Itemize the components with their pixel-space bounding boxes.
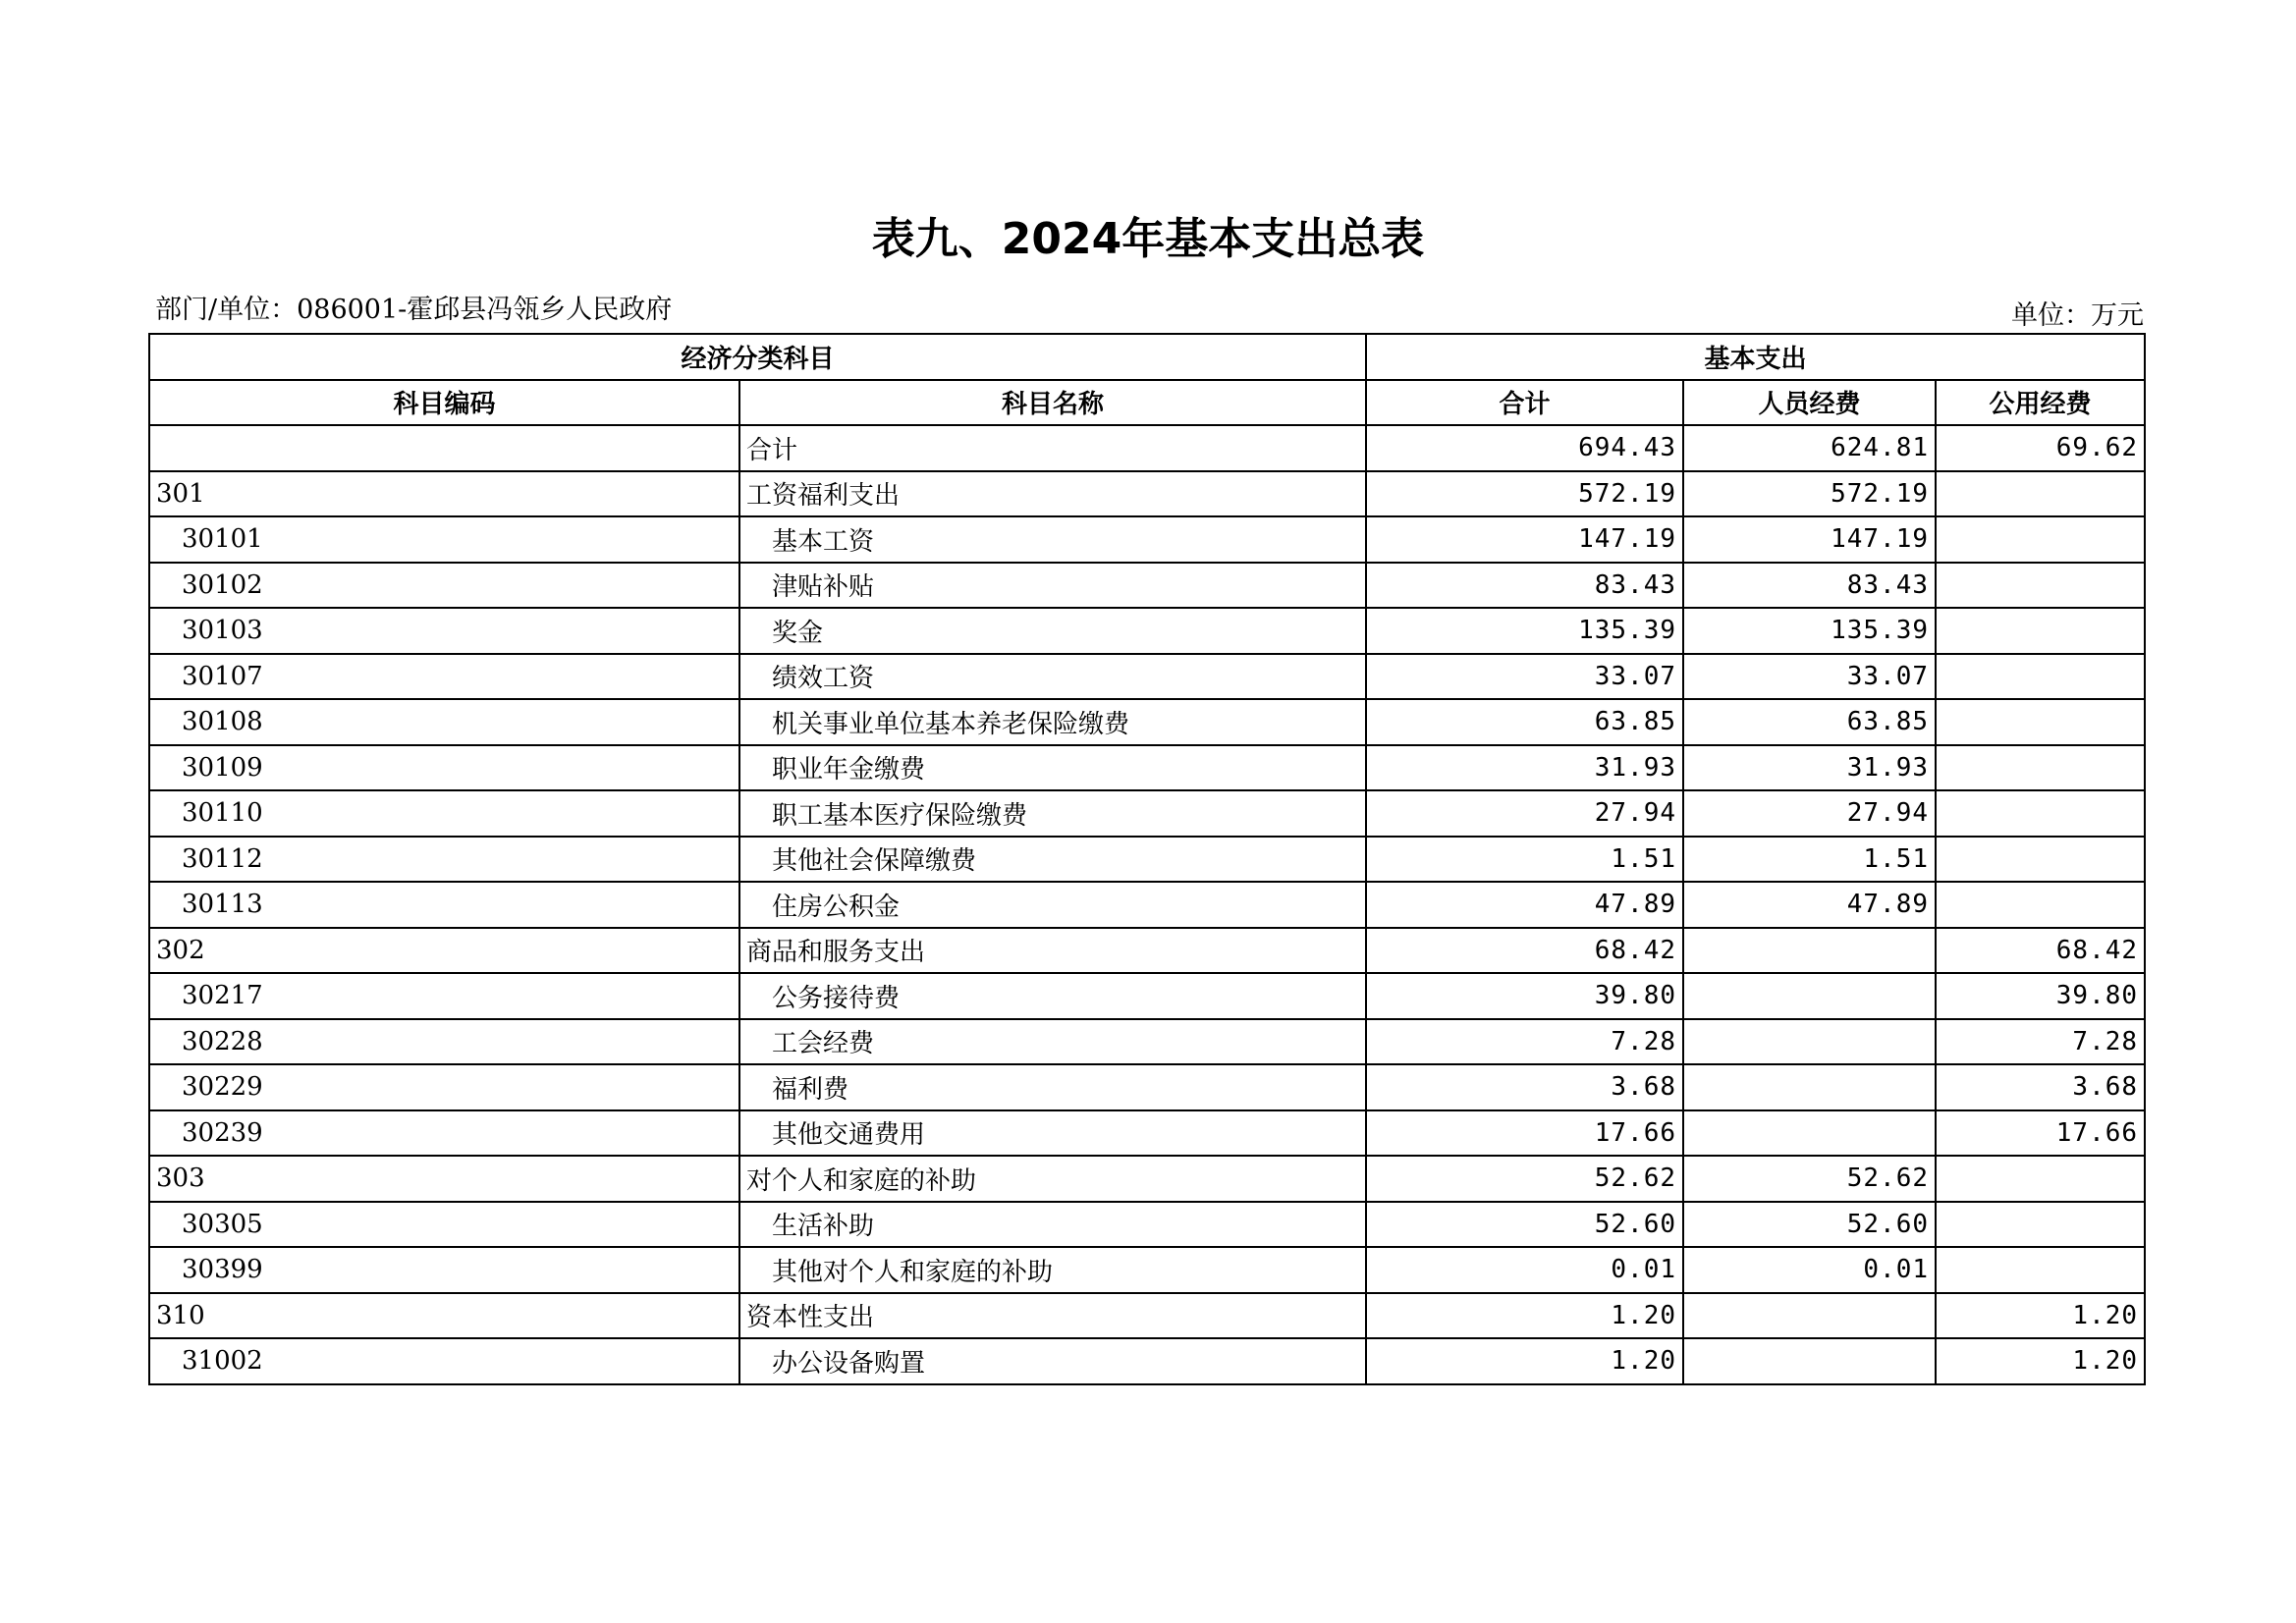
cell-total: 1.20 (1366, 1293, 1683, 1339)
cell-total: 63.85 (1366, 699, 1683, 745)
cell-total: 31.93 (1366, 745, 1683, 791)
cell-name: 对个人和家庭的补助 (739, 1156, 1366, 1202)
cell-name: 住房公积金 (739, 882, 1366, 928)
cell-public: 68.42 (1936, 928, 2145, 974)
cell-public (1936, 699, 2145, 745)
cell-public: 3.68 (1936, 1064, 2145, 1110)
cell-code: 30228 (149, 1019, 739, 1065)
header-public: 公用经费 (1936, 380, 2145, 426)
table-row (149, 1064, 2145, 1110)
header-row-group (149, 334, 2145, 380)
table-row (149, 699, 2145, 745)
cell-name: 工会经费 (739, 1019, 1366, 1065)
cell-name: 商品和服务支出 (739, 928, 1366, 974)
cell-total: 0.01 (1366, 1247, 1683, 1293)
cell-public (1936, 654, 2145, 700)
cell-personnel: 52.62 (1683, 1156, 1936, 1202)
cell-name: 资本性支出 (739, 1293, 1366, 1339)
cell-public (1936, 1156, 2145, 1202)
cell-total: 694.43 (1366, 425, 1683, 471)
cell-personnel (1683, 1338, 1936, 1384)
cell-name: 职业年金缴费 (739, 745, 1366, 791)
cell-name: 合计 (739, 425, 1366, 471)
cell-personnel: 83.43 (1683, 563, 1936, 609)
table-row (149, 1293, 2145, 1339)
cell-name: 机关事业单位基本养老保险缴费 (739, 699, 1366, 745)
cell-code: 30239 (149, 1110, 739, 1157)
cell-personnel (1683, 973, 1936, 1019)
cell-total: 1.51 (1366, 837, 1683, 883)
cell-code: 30229 (149, 1064, 739, 1110)
cell-code: 301 (149, 471, 739, 517)
cell-total: 3.68 (1366, 1064, 1683, 1110)
cell-code: 30399 (149, 1247, 739, 1293)
table-row (149, 563, 2145, 609)
cell-personnel: 31.93 (1683, 745, 1936, 791)
cell-public (1936, 790, 2145, 837)
table-row (149, 1247, 2145, 1293)
cell-name: 其他社会保障缴费 (739, 837, 1366, 883)
table-row (149, 1110, 2145, 1157)
cell-total: 147.19 (1366, 516, 1683, 563)
cell-name: 津贴补贴 (739, 563, 1366, 609)
table-row (149, 837, 2145, 883)
header-name: 科目名称 (739, 380, 1366, 426)
header-basic-expenditure: 基本支出 (1366, 334, 2145, 380)
cell-total: 39.80 (1366, 973, 1683, 1019)
header-personnel: 人员经费 (1683, 380, 1936, 426)
table-row (149, 1156, 2145, 1202)
cell-name: 其他交通费用 (739, 1110, 1366, 1157)
cell-personnel: 47.89 (1683, 882, 1936, 928)
cell-personnel: 27.94 (1683, 790, 1936, 837)
cell-code: 30109 (149, 745, 739, 791)
cell-total: 33.07 (1366, 654, 1683, 700)
cell-code: 30107 (149, 654, 739, 700)
cell-name: 办公设备购置 (739, 1338, 1366, 1384)
cell-personnel: 52.60 (1683, 1202, 1936, 1248)
cell-personnel: 1.51 (1683, 837, 1936, 883)
cell-public (1936, 1202, 2145, 1248)
cell-name: 奖金 (739, 608, 1366, 654)
table-row (149, 1019, 2145, 1065)
table-row (149, 790, 2145, 837)
table-row (149, 1338, 2145, 1384)
cell-name: 基本工资 (739, 516, 1366, 563)
table-row (149, 928, 2145, 974)
cell-total: 135.39 (1366, 608, 1683, 654)
cell-code: 30113 (149, 882, 739, 928)
cell-personnel (1683, 928, 1936, 974)
table-body (149, 425, 2145, 1384)
cell-personnel: 147.19 (1683, 516, 1936, 563)
cell-total: 17.66 (1366, 1110, 1683, 1157)
cell-public: 1.20 (1936, 1293, 2145, 1339)
cell-name: 其他对个人和家庭的补助 (739, 1247, 1366, 1293)
cell-name: 生活补助 (739, 1202, 1366, 1248)
cell-public (1936, 882, 2145, 928)
cell-personnel (1683, 1019, 1936, 1065)
header-total: 合计 (1366, 380, 1683, 426)
cell-public (1936, 563, 2145, 609)
table-row (149, 1202, 2145, 1248)
expenditure-table (148, 333, 2146, 1385)
cell-code: 30305 (149, 1202, 739, 1248)
cell-name: 工资福利支出 (739, 471, 1366, 517)
cell-name: 公务接待费 (739, 973, 1366, 1019)
cell-public: 69.62 (1936, 425, 2145, 471)
cell-code: 30101 (149, 516, 739, 563)
header-economic-category: 经济分类科目 (149, 334, 1366, 380)
cell-public: 1.20 (1936, 1338, 2145, 1384)
cell-code: 303 (149, 1156, 739, 1202)
cell-name: 福利费 (739, 1064, 1366, 1110)
table-row (149, 745, 2145, 791)
cell-code: 30103 (149, 608, 739, 654)
department-label: 部门/单位：086001-霍邱县冯瓴乡人民政府 (155, 295, 673, 325)
cell-code: 30112 (149, 837, 739, 883)
cell-name: 职工基本医疗保险缴费 (739, 790, 1366, 837)
header-row-columns (149, 380, 2145, 426)
cell-personnel (1683, 1293, 1936, 1339)
unit-label: 单位：万元 (2011, 300, 2144, 331)
cell-code: 310 (149, 1293, 739, 1339)
table-row (149, 882, 2145, 928)
cell-total: 47.89 (1366, 882, 1683, 928)
cell-total: 68.42 (1366, 928, 1683, 974)
cell-code: 30102 (149, 563, 739, 609)
cell-personnel (1683, 1064, 1936, 1110)
header-code: 科目编码 (149, 380, 739, 426)
cell-public: 39.80 (1936, 973, 2145, 1019)
cell-name: 绩效工资 (739, 654, 1366, 700)
table-row (149, 654, 2145, 700)
cell-code (149, 425, 739, 471)
cell-total: 27.94 (1366, 790, 1683, 837)
cell-personnel: 135.39 (1683, 608, 1936, 654)
cell-total: 83.43 (1366, 563, 1683, 609)
cell-total: 572.19 (1366, 471, 1683, 517)
cell-public (1936, 837, 2145, 883)
cell-code: 30110 (149, 790, 739, 837)
cell-public (1936, 1247, 2145, 1293)
cell-code: 30217 (149, 973, 739, 1019)
cell-total: 7.28 (1366, 1019, 1683, 1065)
table-header (149, 334, 2145, 425)
cell-code: 302 (149, 928, 739, 974)
cell-public (1936, 608, 2145, 654)
table-row (149, 973, 2145, 1019)
table-row (149, 516, 2145, 563)
cell-public (1936, 516, 2145, 563)
cell-public: 17.66 (1936, 1110, 2145, 1157)
cell-personnel: 624.81 (1683, 425, 1936, 471)
cell-total: 1.20 (1366, 1338, 1683, 1384)
cell-code: 31002 (149, 1338, 739, 1384)
cell-personnel (1683, 1110, 1936, 1157)
cell-public (1936, 471, 2145, 517)
table-row (149, 471, 2145, 517)
cell-total: 52.60 (1366, 1202, 1683, 1248)
table-row (149, 425, 2145, 471)
cell-personnel: 572.19 (1683, 471, 1936, 517)
cell-total: 52.62 (1366, 1156, 1683, 1202)
cell-personnel: 33.07 (1683, 654, 1936, 700)
table-row (149, 608, 2145, 654)
cell-personnel: 63.85 (1683, 699, 1936, 745)
cell-code: 30108 (149, 699, 739, 745)
cell-personnel: 0.01 (1683, 1247, 1936, 1293)
cell-public: 7.28 (1936, 1019, 2145, 1065)
page-title: 表九、2024年基本支出总表 (871, 214, 1425, 264)
cell-public (1936, 745, 2145, 791)
